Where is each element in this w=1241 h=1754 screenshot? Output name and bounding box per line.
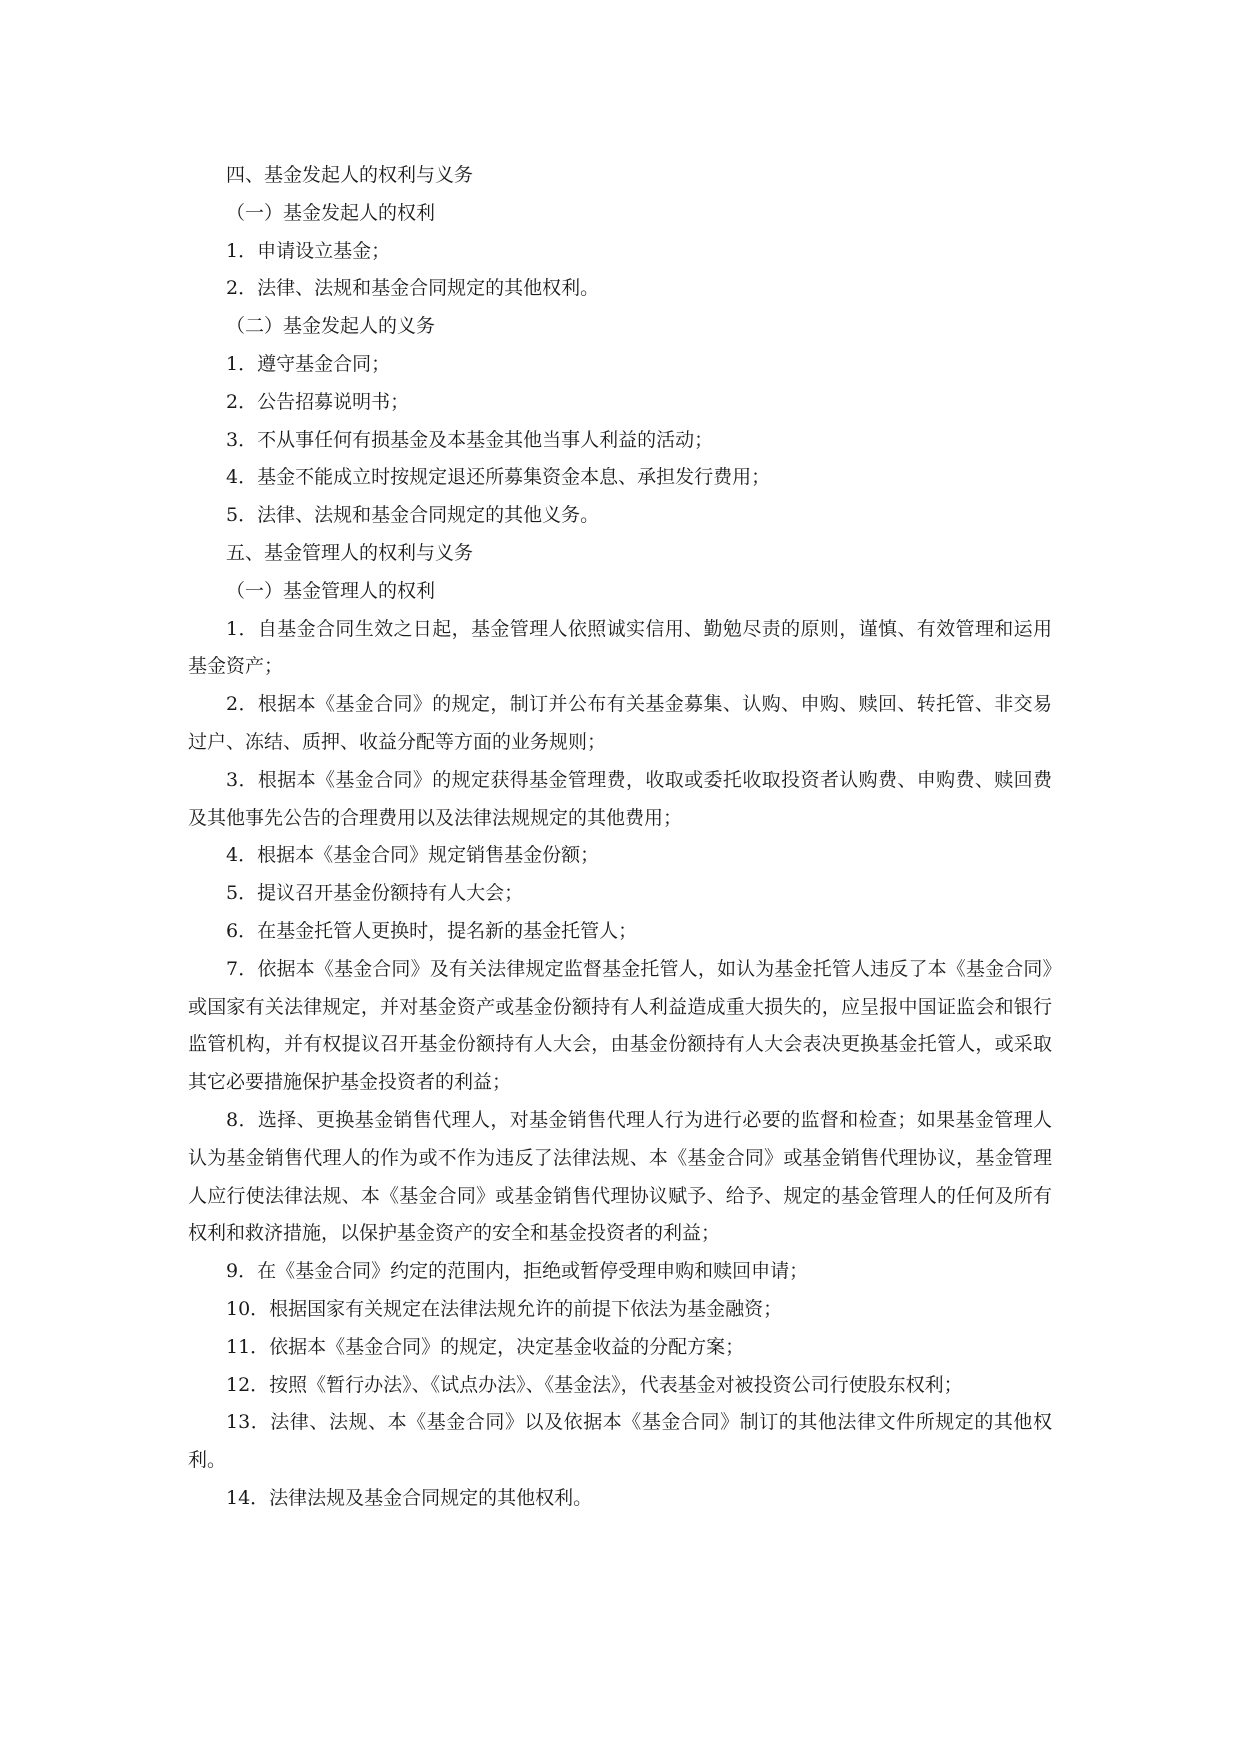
list-item: 5．法律、法规和基金合同规定的其他义务。 [226,504,600,527]
list-item: 14．法律法规及基金合同规定的其他权利。 [226,1486,593,1509]
list-item: 3．不从事任何有损基金及本基金其他当事人利益的活动； [226,428,714,451]
list-item: 8．选择、更换基金销售代理人，对基金销售代理人行为进行必要的监督和检查；如果基金管理人认为基金销售代理人的作为或不作为违反了法律法规、本《基金合同》或基金销售代理协议，基金管理人应行使法律法规、本《基金合同》或基金销售代理协议赋予、给予、规定的基金管理人的任何及所有权利和救济措施，以保护基金资产的安全和基金投资者的利益； [188,1108,1052,1245]
list-item: 1．申请设立基金； [226,239,391,262]
subsection-heading: （一）基金发起人的权利 [226,201,436,224]
list-item: 2．根据本《基金合同》的规定，制订并公布有关基金募集、认购、申购、赎回、转托管、非交易过户、冻结、质押、收益分配等方面的业务规则； [188,693,1052,753]
list-item: 4．基金不能成立时按规定退还所募集资金本息、承担发行费用； [226,466,771,489]
section-heading-5: 五、基金管理人的权利与义务 [226,541,474,564]
list-item: 3．根据本《基金合同》的规定获得基金管理费，收取或委托收取投资者认购费、申购费、赎回费及其他事先公告的合理费用以及法律法规规定的其他费用； [188,768,1052,829]
list-item: 2．法律、法规和基金合同规定的其他权利。 [226,277,600,300]
list-item: 5．提议召开基金份额持有人大会； [226,882,524,905]
list-item: 7．依据本《基金合同》及有关法律规定监督基金托管人，如认为基金托管人违反了本《基金合同》或国家有关法律规定，并对基金资产或基金份额持有人利益造成重大损失的，应呈报中国证监会和银行监管机构，并有权提议召开基金份额持有人大会，由基金份额持有人大会表决更换基金托管人，或采取其它必要措施保护基金投资者的利益； [188,957,1052,1094]
subsection-heading: （一）基金管理人的权利 [226,579,436,602]
list-item: 9．在《基金合同》约定的范围内，拒绝或暂停受理申购和赎回申请； [226,1260,809,1283]
list-item: 13．法律、法规、本《基金合同》以及依据本《基金合同》制订的其他法律文件所规定的其他权利。 [188,1411,1052,1472]
list-item: 4．根据本《基金合同》规定销售基金份额； [226,844,600,867]
list-item: 10．根据国家有关规定在法律法规允许的前提下依法为基金融资； [226,1297,783,1320]
list-item: 11．依据本《基金合同》的规定，决定基金收益的分配方案； [226,1335,745,1358]
list-item: 6．在基金托管人更换时，提名新的基金托管人； [226,919,638,942]
list-item: 12．按照《暂行办法》、《试点办法》、《基金法》，代表基金对被投资公司行使股东权利； [226,1373,963,1396]
list-item: 1．遵守基金合同； [226,352,391,375]
list-item: 1．自基金合同生效之日起，基金管理人依照诚实信用、勤勉尽责的原则，谨慎、有效管理和运用基金资产； [188,617,1052,678]
document-body [188,157,1052,1518]
subsection-heading: （二）基金发起人的义务 [226,315,436,338]
list-item: 2．公告招募说明书； [226,390,410,413]
section-heading-4: 四、基金发起人的权利与义务 [226,164,474,186]
